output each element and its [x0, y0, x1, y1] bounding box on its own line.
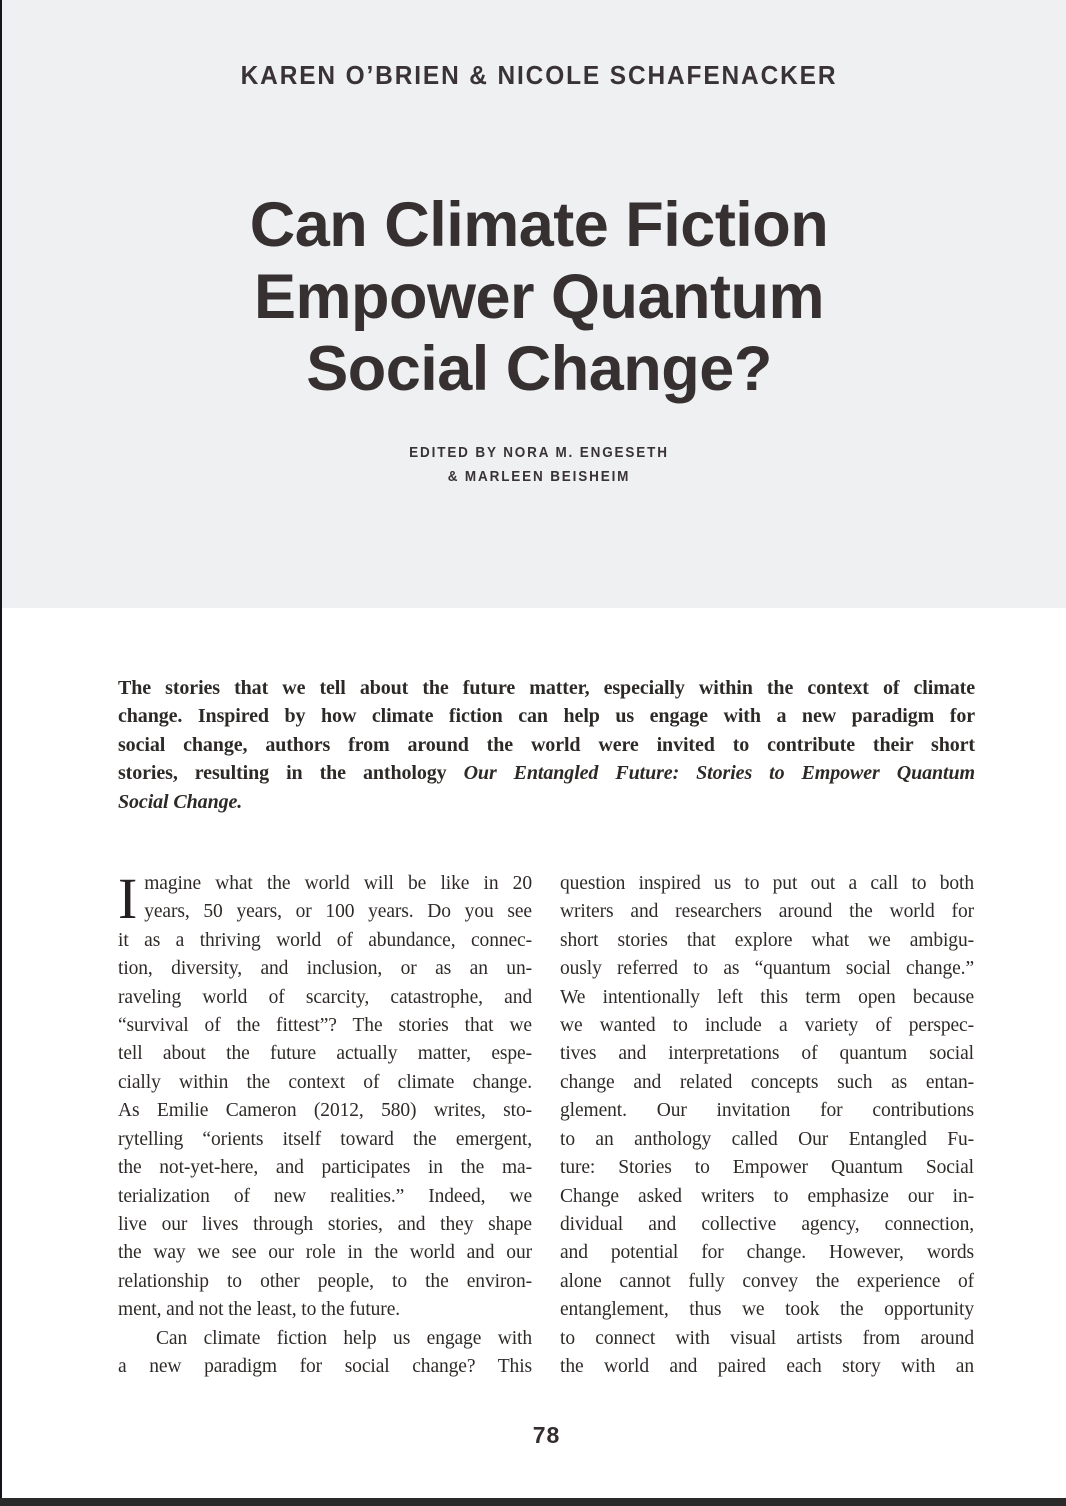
- text-line: [118, 674, 975, 702]
- italic-text: Our Entangled Future: Stories to Empower Quantum: [463, 762, 975, 785]
- text-line: the not-yet-here, and participates in the ma-: [118, 1157, 532, 1179]
- text-line: ment, and not the least, to the future.: [118, 1299, 401, 1321]
- text-line: to connect with visual artists from around: [560, 1327, 974, 1349]
- text-line: and potential for change. However, words: [560, 1242, 974, 1264]
- text-line: change and related concepts such as entan-: [560, 1071, 974, 1093]
- text-line: Social Change?: [306, 334, 772, 404]
- text-line: tives and interpretations of quantum social: [560, 1043, 974, 1065]
- header-content: [12, 60, 1066, 489]
- text-line: alone cannot fully convey the experience of: [560, 1270, 974, 1292]
- text-line: to an anthology called Our Entangled Fu-: [560, 1128, 974, 1150]
- text-line: tion, diversity, and inclusion, or as an un-: [118, 958, 532, 980]
- text-line: years, 50 years, or 100 years. Do you see: [144, 901, 532, 923]
- page-left-edge: [0, 0, 2, 1506]
- paragraph-3: [560, 870, 974, 1381]
- text-line: Empower Quantum: [253, 262, 825, 332]
- italic-text: Social Change.: [118, 790, 243, 813]
- edited-by: [49, 441, 1029, 489]
- text-line: rytelling “orients itself toward the emergent,: [118, 1128, 532, 1150]
- text-line: the world and paired each story with an: [560, 1355, 974, 1377]
- text-line: terialization of new realities.” Indeed, we: [118, 1185, 532, 1207]
- text-line: we wanted to include a variety of perspec-: [560, 1015, 974, 1037]
- paragraph-1: [118, 870, 532, 1325]
- text-line: short stories that explore what we ambigu-: [560, 929, 974, 951]
- text-line: Can climate fiction help us engage with: [156, 1327, 532, 1349]
- text-line: cially within the context of climate change.: [118, 1071, 532, 1093]
- text-line: ously referred to as “quantum social change.”: [560, 958, 974, 980]
- text-line: relationship to other people, to the environ-: [118, 1270, 532, 1292]
- text-line: Change asked writers to emphasize our in-: [560, 1185, 974, 1207]
- paragraph-1-lines: [118, 870, 532, 1325]
- text-line: dividual and collective agency, connection,: [560, 1213, 974, 1235]
- left-column: [118, 870, 532, 1381]
- text-line: a new paradigm for social change? This: [118, 1355, 532, 1377]
- text-line: [118, 702, 975, 730]
- authors-line: KAREN O’BRIEN & NICOLE SCHAFENACKER: [240, 60, 838, 90]
- text-line: “survival of the fittest”? The stories that we: [118, 1015, 532, 1037]
- text-line: glement. Our invitation for contributions: [560, 1100, 974, 1122]
- text-line: As Emilie Cameron (2012, 580) writes, sto-: [118, 1100, 532, 1122]
- text-line: entanglement, thus we took the opportunity: [560, 1299, 974, 1321]
- text-line: the way we see our role in the world and our: [118, 1242, 532, 1264]
- text-line: [118, 788, 975, 816]
- text-line: Can Climate Fiction: [249, 190, 829, 260]
- text-line: live our lives through stories, and they shape: [118, 1213, 532, 1235]
- text-segment: change. Inspired by how climate fiction can help us engage with a new paradigm for: [118, 705, 975, 728]
- right-column: [560, 870, 974, 1381]
- text-segment: stories, resulting in the anthology: [118, 762, 464, 785]
- header-band: [0, 0, 1066, 608]
- article-body: [0, 608, 1066, 1381]
- text-line: EDITED BY NORA M. ENGESETH: [409, 445, 669, 461]
- text-line: it as a thriving world of abundance, connec-: [118, 929, 532, 951]
- paragraph-2: [118, 1325, 532, 1382]
- article-title: [12, 189, 1066, 405]
- text-line: question inspired us to put out a call to both: [560, 873, 974, 895]
- text-line: tell about the future actually matter, espe-: [118, 1043, 532, 1065]
- text-line: [118, 759, 975, 787]
- text-segment: The stories that we tell about the future matter, especially within the context of climate: [118, 677, 975, 699]
- text-line: [118, 731, 975, 759]
- text-line: magine what the world will be like in 20: [144, 873, 532, 895]
- page-number: 78: [532, 1422, 561, 1448]
- text-segment: social change, authors from around the world were invited to contribute their short: [118, 733, 975, 756]
- text-line: writers and researchers around the world for: [560, 901, 974, 923]
- text-line: raveling world of scarcity, catastrophe, and: [118, 986, 532, 1008]
- text-line: & MARLEEN BEISHEIM: [447, 469, 631, 485]
- text-line: We intentionally left this term open because: [560, 986, 974, 1008]
- drop-cap: I: [118, 870, 138, 932]
- page-bottom-edge: [0, 1498, 1066, 1506]
- abstract-paragraph: [118, 674, 975, 816]
- text-line: ture: Stories to Empower Quantum Social: [560, 1157, 974, 1179]
- two-column-layout: [118, 870, 975, 1381]
